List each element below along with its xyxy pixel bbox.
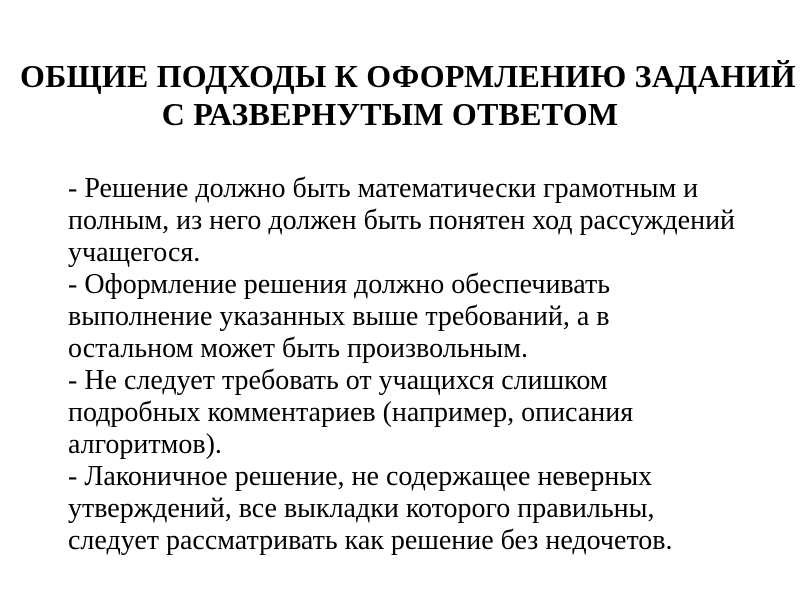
slide-title [0,0,800,133]
bullet-paragraph-solution-literacy: - Решение должно быть математически грамотным и полным, из него должен быть понятен ход рассуждений учащегося. [68,173,736,268]
slide-body [68,173,736,557]
bullet-paragraph-formatting-requirements: - Оформление решения должно обеспечивать выполнение указанных выше требований, а в остальном может быть произвольным. [68,269,610,364]
bullet-paragraph-laconic-solution: - Лаконичное решение, не содержащее неверных утверждений, все выкладки которого правильны, следует рассматривать как решение без недочетов. [68,461,673,556]
bullet-paragraph-no-detailed-comments: - Не следует требовать от учащихся слишком подробных комментариев (например, описания алгоритмов). [68,365,634,460]
slide-title-line-2: С РАЗВЕРНУТЫМ ОТВЕТОМ [161,96,619,132]
slide-title-line-1: ОБЩИЕ ПОДХОДЫ К ОФОРМЛЕНИЮ ЗАДАНИЙ [20,58,796,94]
